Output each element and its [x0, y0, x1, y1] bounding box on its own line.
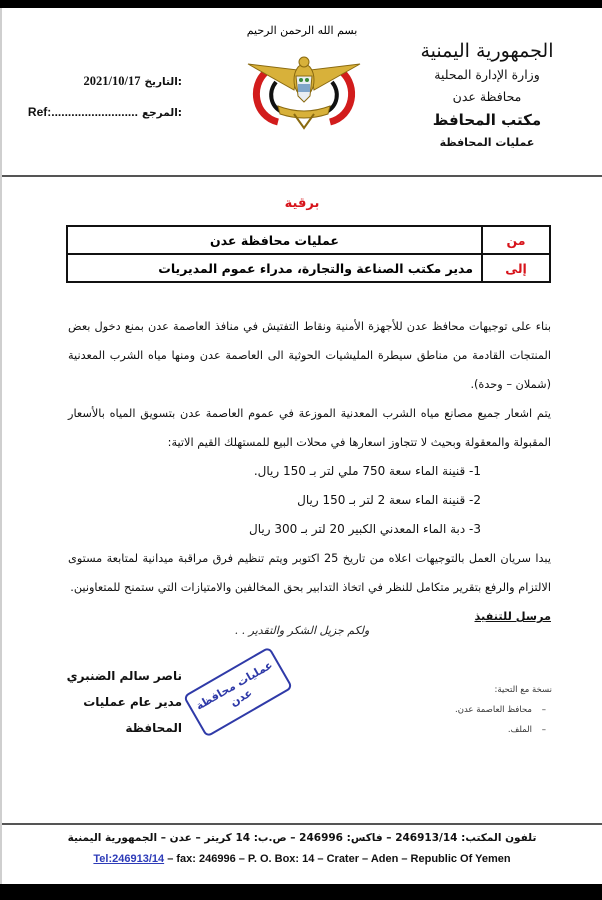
to-value: مدير مكتب الصناعة والتجارة، مدراء عموم المديريات: [67, 254, 482, 282]
date-row: [32, 66, 182, 97]
ministry-name: وزارة الإدارة المحلية: [434, 67, 540, 82]
document-page: [0, 8, 602, 884]
price-list-item: 1- قنينة الماء سعة 750 ملي لتر بـ 150 ريال.: [253, 464, 481, 478]
cc-item: –الملف.: [507, 725, 546, 735]
footer-english-rest: – fax: 246996 – P. O. Box: 14 – Crater – Aden – Republic Of Yemen: [164, 853, 511, 865]
document-body: [68, 312, 551, 631]
closing-paragraph: يبدا سريان العمل بالتوجيهات اعلاه من تاريخ 25 اكتوبر ويتم تنظيم فرق مراقبة ميدانية لمتابعة مستوى الالتزام والرفع بتقرير متكامل للنظر في اتخاذ التدابير بحق المخالفين والامتيازات التي ستمنح للمتعاونين.: [68, 552, 551, 594]
ref-label: المرجع:: [141, 107, 182, 119]
cc-item: –محافظ العاصمة عدن.: [455, 705, 546, 715]
from-label: من: [482, 226, 550, 254]
governorate-name: محافظة عدن: [452, 89, 522, 104]
send-for-execution: مرسل للتنفيذ: [474, 610, 551, 623]
header-divider: [2, 175, 602, 177]
cc-block: [362, 680, 552, 740]
document-type-title: برقية: [284, 196, 320, 211]
date-value: 2021/10/17: [83, 74, 141, 88]
ref-row: [27, 97, 182, 128]
routing-row-to: [67, 254, 550, 282]
price-list-item: 2- قنينة الماء سعة 2 لتر بـ 150 ريال: [297, 493, 481, 507]
body-paragraph: يتم اشعار جميع مصانع مياه الشرب المعدنية الموزعة في عموم العاصمة عدن بتسويق المياه بالأسعار المقبولة والمعقولة وبحيث لا تتجاوز اسعارها في محلات البيع للمستهلك القيم الاتية:: [68, 407, 551, 449]
basmala: بسم الله الرحمن الرحيم: [246, 24, 358, 37]
signatory-name: ناصر سالم الضنبري: [66, 669, 182, 683]
office-name: مكتب المحافظ: [432, 111, 542, 129]
tel-link[interactable]: Tel:246913/14: [93, 853, 165, 865]
header-meta: [27, 66, 182, 128]
signatory-title: مدير عام عمليات المحافظة: [83, 695, 182, 735]
footer-arabic: تلفون المكتب: 246913/14 – فاكس: 246996 – ص.ب: 14 كريتر – عدن – الجمهورية اليمنية: [67, 832, 537, 844]
routing-table: [66, 225, 551, 283]
footer-divider: [2, 823, 602, 825]
price-list: [68, 457, 481, 544]
header-letterhead: [412, 38, 562, 154]
ref-value: Ref:..........................: [27, 105, 138, 119]
price-list-item: 3- دبة الماء المعدني الكبير 20 لتر بـ 300 ريال: [249, 522, 481, 536]
to-label: إلى: [482, 254, 550, 282]
routing-row-from: [67, 226, 550, 254]
body-paragraph: بناء على توجيهات محافظ عدن للأجهزة الأمنية ونقاط التفتيش في منافذ العاصمة عدن بمنع دخول بعض المنتجات القادمة من مناطق سيطرة المليشيات الحوثية الى العاصمة عدن ومنها مياه الشرب المعدنية (شملان – وحدة).: [68, 320, 551, 391]
from-value: عمليات محافظة عدن: [67, 226, 482, 254]
signature-block: [42, 663, 182, 741]
republic-name: الجمهورية اليمنية: [420, 40, 554, 62]
footer-english: [2, 853, 602, 865]
yemen-emblem-icon: [244, 50, 364, 132]
operations-name: عمليات المحافظة: [439, 136, 535, 149]
cc-label: نسخة مع التحية:: [494, 685, 552, 695]
date-label: التاريخ:: [144, 76, 182, 88]
thanks-line: ولكم جزيل الشكر والتقدير . .: [234, 624, 370, 637]
official-stamp: عمليات محافظة عدن: [183, 646, 294, 738]
